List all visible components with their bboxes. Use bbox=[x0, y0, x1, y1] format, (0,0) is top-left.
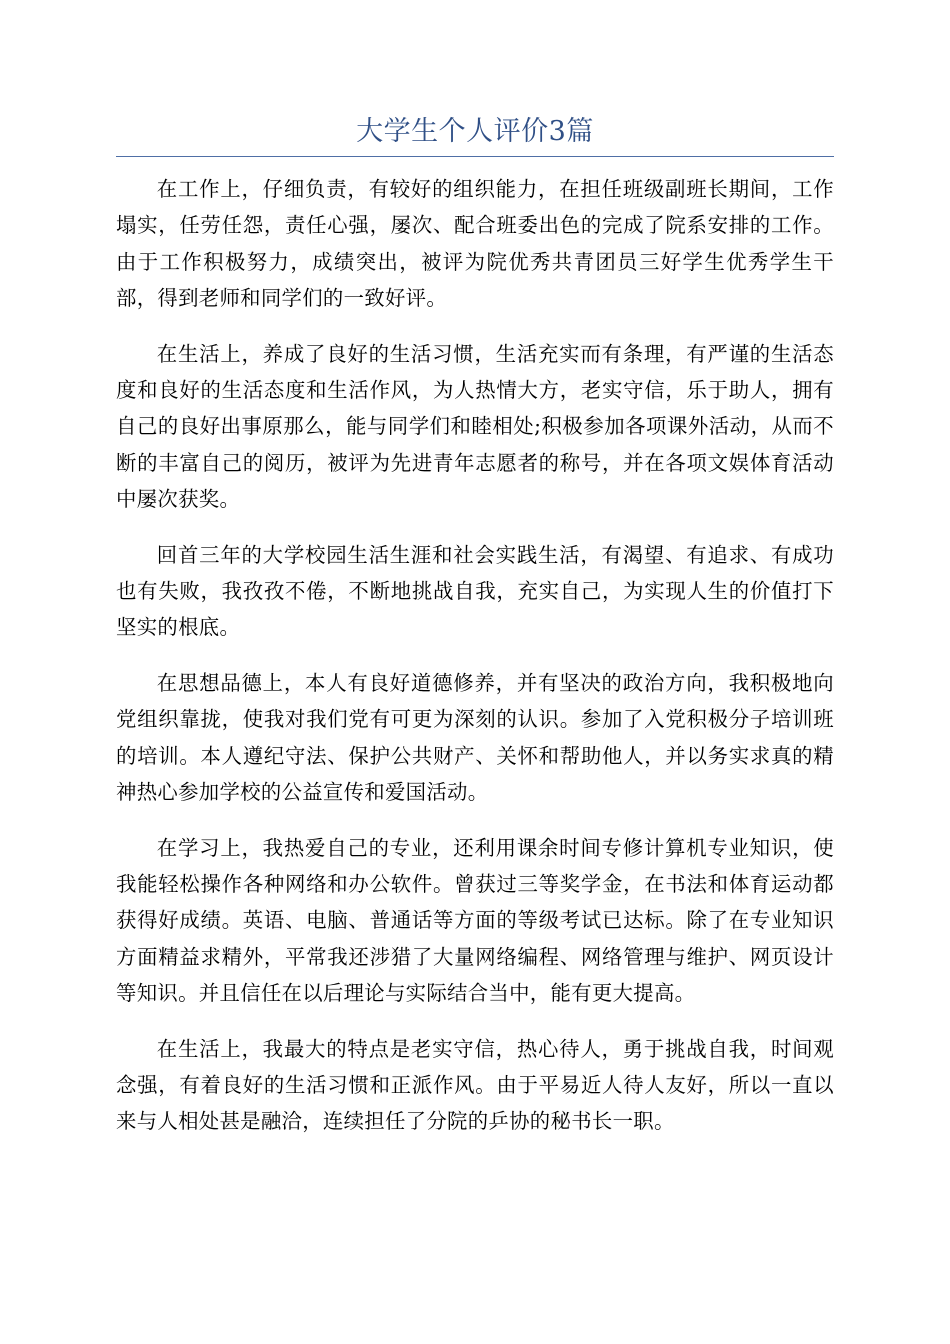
paragraph-study: 在学习上，我热爱自己的专业，还利用课余时间专修计算机专业知识，使我能轻松操作各种网络和办公软件。曾获过三等奖学金，在书法和体育运动都获得好成绩。英语、电脑、普通话等方面的等级考试已达标。除了在专业知识方面精益求精外，平常我还涉猎了大量网络编程、网络管理与维护、网页设计等知识。并且信任在以后理论与实际结合当中，能有更大提高。 bbox=[116, 835, 834, 1006]
document-title: 大学生个人评价3篇 bbox=[356, 116, 594, 147]
paragraph-work: 在工作上，仔细负责，有较好的组织能力，在担任班级副班长期间，工作塌实，任劳任怨，责任心强，屡次、配合班委出色的完成了院系安排的工作。由于工作积极努力，成绩突出，被评为院优秀共青团员三好学生优秀学生干部，得到老师和同学们的一致好评。 bbox=[116, 177, 834, 311]
document-body bbox=[116, 171, 834, 1159]
paragraph-review: 回首三年的大学校园生活生涯和社会实践生活，有渴望、有追求、有成功也有失败，我孜孜不倦，不断地挑战自我，充实自己，为实现人生的价值打下坚实的根底。 bbox=[116, 542, 834, 640]
paragraph-morality: 在思想品德上，本人有良好道德修养，并有坚决的政治方向，我积极地向党组织靠拢，使我对我们党有可更为深刻的认识。参加了入党积极分子培训班的培训。本人遵纪守法、保护公共财产、关怀和帮助他人，并以务实求真的精神热心参加学校的公益宣传和爱国活动。 bbox=[116, 670, 834, 805]
paragraph-life-habits: 在生活上，养成了良好的生活习惯，生活充实而有条理，有严谨的生活态度和良好的生活态度和生活作风，为人热情大方，老实守信，乐于助人，拥有自己的良好出事原那么，能与同学们和睦相处;积极参加各项课外活动，从而不断的丰富自己的阅历，被评为先进青年志愿者的称号，并在各项文娱体育活动中屡次获奖。 bbox=[116, 341, 834, 512]
title-block bbox=[116, 108, 834, 157]
paragraph-life-character: 在生活上，我最大的特点是老实守信，热心待人，勇于挑战自我，时间观念强，有着良好的生活习惯和正派作风。由于平易近人待人友好，所以一直以来与人相处甚是融洽，连续担任了分院的乒协的秘书长一职。 bbox=[116, 1036, 834, 1134]
